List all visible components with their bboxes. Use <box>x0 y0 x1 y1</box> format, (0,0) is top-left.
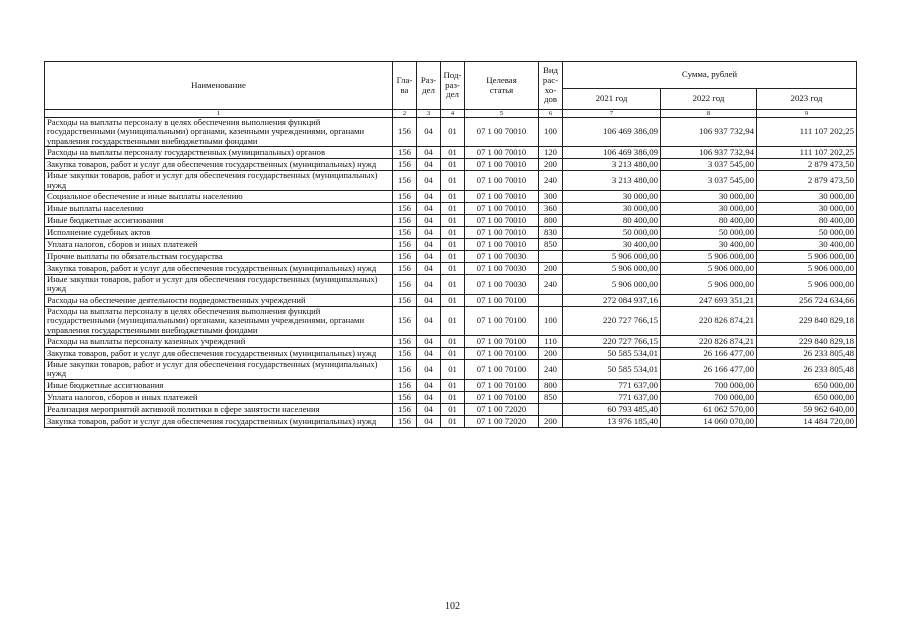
table-row <box>45 227 857 239</box>
header-2021: 2021 год <box>563 89 661 110</box>
row-razdel: 04 <box>417 251 441 263</box>
row-celevaya: 07 1 00 70010 <box>465 159 539 171</box>
row-celevaya: 07 1 00 70010 <box>465 118 539 147</box>
row-vid: 850 <box>539 391 563 403</box>
table-row <box>45 203 857 215</box>
row-glava: 156 <box>393 215 417 227</box>
row-sum-2021: 13 976 185,40 <box>563 415 661 427</box>
row-sum-2022: 700 000,00 <box>661 379 757 391</box>
row-sum-2022: 220 826 874,21 <box>661 336 757 348</box>
row-sum-2023: 26 233 805,48 <box>757 360 857 380</box>
header-razdel: Раз- дел <box>417 62 441 110</box>
row-celevaya: 07 1 00 72020 <box>465 403 539 415</box>
row-podrazdel: 01 <box>441 306 465 335</box>
header-vid: Вид рас- хо- дов <box>539 62 563 110</box>
row-glava: 156 <box>393 118 417 147</box>
row-sum-2021: 30 000,00 <box>563 203 661 215</box>
row-name: Прочие выплаты по обязательствам государства <box>45 251 393 263</box>
row-vid: 300 <box>539 191 563 203</box>
row-glava: 156 <box>393 171 417 191</box>
row-glava: 156 <box>393 403 417 415</box>
row-sum-2021: 30 000,00 <box>563 191 661 203</box>
row-glava: 156 <box>393 239 417 251</box>
table-row <box>45 159 857 171</box>
row-razdel: 04 <box>417 294 441 306</box>
row-glava: 156 <box>393 191 417 203</box>
row-razdel: 04 <box>417 336 441 348</box>
row-name: Закупка товаров, работ и услуг для обеспечения государственных (муниципальных) нужд <box>45 415 393 427</box>
row-podrazdel: 01 <box>441 159 465 171</box>
row-vid: 120 <box>539 147 563 159</box>
row-name: Исполнение судебных актов <box>45 227 393 239</box>
row-razdel: 04 <box>417 227 441 239</box>
row-sum-2021: 3 213 480,00 <box>563 171 661 191</box>
header-2023: 2023 год <box>757 89 857 110</box>
row-podrazdel: 01 <box>441 360 465 380</box>
row-vid: 110 <box>539 336 563 348</box>
row-celevaya: 07 1 00 70100 <box>465 391 539 403</box>
col-num-8: 8 <box>661 110 757 118</box>
row-sum-2023: 111 107 202,25 <box>757 147 857 159</box>
table-row <box>45 294 857 306</box>
row-sum-2022: 30 000,00 <box>661 203 757 215</box>
row-celevaya: 07 1 00 70100 <box>465 379 539 391</box>
row-sum-2022: 50 000,00 <box>661 227 757 239</box>
table-row <box>45 263 857 275</box>
row-glava: 156 <box>393 391 417 403</box>
row-sum-2022: 220 826 874,21 <box>661 306 757 335</box>
row-celevaya: 07 1 00 70030 <box>465 251 539 263</box>
row-glava: 156 <box>393 379 417 391</box>
row-podrazdel: 01 <box>441 379 465 391</box>
table-row <box>45 275 857 295</box>
row-glava: 156 <box>393 263 417 275</box>
row-sum-2022: 26 166 477,00 <box>661 348 757 360</box>
row-celevaya: 07 1 00 70100 <box>465 360 539 380</box>
row-vid: 240 <box>539 171 563 191</box>
row-sum-2021: 5 906 000,00 <box>563 251 661 263</box>
row-razdel: 04 <box>417 379 441 391</box>
row-vid: 850 <box>539 239 563 251</box>
row-name: Социальное обеспечение и иные выплаты населению <box>45 191 393 203</box>
row-podrazdel: 01 <box>441 391 465 403</box>
row-glava: 156 <box>393 348 417 360</box>
row-name: Закупка товаров, работ и услуг для обеспечения государственных (муниципальных) нужд <box>45 159 393 171</box>
row-sum-2021: 3 213 480,00 <box>563 159 661 171</box>
row-sum-2023: 59 962 640,00 <box>757 403 857 415</box>
row-sum-2022: 3 037 545,00 <box>661 171 757 191</box>
row-razdel: 04 <box>417 171 441 191</box>
row-podrazdel: 01 <box>441 263 465 275</box>
row-name: Иные закупки товаров, работ и услуг для обеспечения государственных (муниципальных) нужд <box>45 171 393 191</box>
row-sum-2022: 26 166 477,00 <box>661 360 757 380</box>
page-number: 102 <box>445 601 460 612</box>
row-razdel: 04 <box>417 275 441 295</box>
row-vid <box>539 294 563 306</box>
row-name: Расходы на выплаты персоналу казенных учреждений <box>45 336 393 348</box>
row-sum-2021: 5 906 000,00 <box>563 263 661 275</box>
row-celevaya: 07 1 00 70010 <box>465 203 539 215</box>
row-glava: 156 <box>393 360 417 380</box>
col-num-3: 3 <box>417 110 441 118</box>
row-vid: 360 <box>539 203 563 215</box>
row-sum-2023: 5 906 000,00 <box>757 263 857 275</box>
row-sum-2023: 650 000,00 <box>757 379 857 391</box>
row-sum-2022: 30 000,00 <box>661 191 757 203</box>
row-vid: 100 <box>539 306 563 335</box>
row-sum-2022: 80 400,00 <box>661 215 757 227</box>
row-glava: 156 <box>393 275 417 295</box>
row-name: Реализация мероприятий активной политики в сфере занятости населения <box>45 403 393 415</box>
row-razdel: 04 <box>417 203 441 215</box>
budget-table <box>44 61 857 428</box>
row-celevaya: 07 1 00 70030 <box>465 263 539 275</box>
row-glava: 156 <box>393 415 417 427</box>
row-podrazdel: 01 <box>441 215 465 227</box>
row-name: Расходы на обеспечение деятельности подведомственных учреждений <box>45 294 393 306</box>
row-podrazdel: 01 <box>441 294 465 306</box>
row-sum-2021: 771 637,00 <box>563 391 661 403</box>
row-podrazdel: 01 <box>441 336 465 348</box>
table-body <box>45 118 857 428</box>
row-sum-2023: 5 906 000,00 <box>757 275 857 295</box>
row-sum-2023: 80 400,00 <box>757 215 857 227</box>
row-vid <box>539 403 563 415</box>
row-vid: 200 <box>539 159 563 171</box>
row-vid: 830 <box>539 227 563 239</box>
row-sum-2023: 229 840 829,18 <box>757 336 857 348</box>
row-name: Иные бюджетные ассигнования <box>45 215 393 227</box>
row-sum-2021: 30 400,00 <box>563 239 661 251</box>
row-sum-2023: 2 879 473,50 <box>757 159 857 171</box>
row-sum-2021: 272 084 937,16 <box>563 294 661 306</box>
table-row <box>45 306 857 335</box>
row-razdel: 04 <box>417 263 441 275</box>
row-glava: 156 <box>393 203 417 215</box>
row-vid: 240 <box>539 275 563 295</box>
row-sum-2021: 60 793 485,40 <box>563 403 661 415</box>
row-sum-2021: 106 469 386,09 <box>563 118 661 147</box>
row-sum-2023: 30 000,00 <box>757 191 857 203</box>
row-razdel: 04 <box>417 239 441 251</box>
row-razdel: 04 <box>417 403 441 415</box>
row-glava: 156 <box>393 306 417 335</box>
row-sum-2022: 5 906 000,00 <box>661 251 757 263</box>
row-podrazdel: 01 <box>441 171 465 191</box>
row-sum-2023: 650 000,00 <box>757 391 857 403</box>
row-podrazdel: 01 <box>441 275 465 295</box>
header-glava: Гла- ва <box>393 62 417 110</box>
table-row <box>45 360 857 380</box>
row-vid: 200 <box>539 348 563 360</box>
row-celevaya: 07 1 00 70100 <box>465 306 539 335</box>
row-sum-2021: 220 727 766,15 <box>563 306 661 335</box>
row-sum-2022: 14 060 070,00 <box>661 415 757 427</box>
row-sum-2021: 50 000,00 <box>563 227 661 239</box>
row-celevaya: 07 1 00 70010 <box>465 171 539 191</box>
row-sum-2022: 61 062 570,00 <box>661 403 757 415</box>
row-razdel: 04 <box>417 191 441 203</box>
row-podrazdel: 01 <box>441 251 465 263</box>
row-podrazdel: 01 <box>441 118 465 147</box>
row-razdel: 04 <box>417 147 441 159</box>
row-sum-2023: 256 724 634,66 <box>757 294 857 306</box>
row-podrazdel: 01 <box>441 415 465 427</box>
row-celevaya: 07 1 00 70010 <box>465 239 539 251</box>
row-sum-2022: 106 937 732,94 <box>661 118 757 147</box>
row-sum-2023: 229 840 829,18 <box>757 306 857 335</box>
table-row <box>45 191 857 203</box>
col-num-5: 5 <box>465 110 539 118</box>
row-podrazdel: 01 <box>441 403 465 415</box>
row-sum-2021: 5 906 000,00 <box>563 275 661 295</box>
table-row <box>45 239 857 251</box>
row-sum-2021: 220 727 766,15 <box>563 336 661 348</box>
row-name: Расходы на выплаты персоналу в целях обеспечения выполнения функций государственными (муниципальными) органами, казенными учреждениями, органами управления государственными внебюджетными фондами <box>45 118 393 147</box>
row-razdel: 04 <box>417 306 441 335</box>
row-name: Иные бюджетные ассигнования <box>45 379 393 391</box>
header-summa: Сумма, рублей <box>563 62 857 89</box>
row-podrazdel: 01 <box>441 239 465 251</box>
row-sum-2023: 50 000,00 <box>757 227 857 239</box>
row-name: Расходы на выплаты персоналу государственных (муниципальных) органов <box>45 147 393 159</box>
row-podrazdel: 01 <box>441 191 465 203</box>
row-glava: 156 <box>393 336 417 348</box>
table-row <box>45 118 857 147</box>
row-sum-2023: 111 107 202,25 <box>757 118 857 147</box>
row-vid: 240 <box>539 360 563 380</box>
table-row <box>45 403 857 415</box>
table-row <box>45 391 857 403</box>
table-row <box>45 336 857 348</box>
row-sum-2022: 5 906 000,00 <box>661 263 757 275</box>
row-vid: 100 <box>539 118 563 147</box>
col-num-4: 4 <box>441 110 465 118</box>
row-name: Уплата налогов, сборов и иных платежей <box>45 391 393 403</box>
row-podrazdel: 01 <box>441 147 465 159</box>
row-sum-2021: 80 400,00 <box>563 215 661 227</box>
table-row <box>45 215 857 227</box>
col-num-9: 9 <box>757 110 857 118</box>
row-name: Иные закупки товаров, работ и услуг для обеспечения государственных (муниципальных) нужд <box>45 275 393 295</box>
row-sum-2023: 30 400,00 <box>757 239 857 251</box>
row-sum-2021: 50 585 534,01 <box>563 360 661 380</box>
row-glava: 156 <box>393 251 417 263</box>
row-sum-2022: 30 400,00 <box>661 239 757 251</box>
header-podrazdel: Под- раз- дел <box>441 62 465 110</box>
row-sum-2023: 14 484 720,00 <box>757 415 857 427</box>
document-page <box>44 61 856 428</box>
row-celevaya: 07 1 00 70100 <box>465 336 539 348</box>
row-glava: 156 <box>393 147 417 159</box>
col-num-1: 1 <box>45 110 393 118</box>
row-sum-2023: 26 233 805,48 <box>757 348 857 360</box>
row-sum-2022: 106 937 732,94 <box>661 147 757 159</box>
row-name: Уплата налогов, сборов и иных платежей <box>45 239 393 251</box>
row-podrazdel: 01 <box>441 227 465 239</box>
row-name: Закупка товаров, работ и услуг для обеспечения государственных (муниципальных) нужд <box>45 263 393 275</box>
row-sum-2021: 771 637,00 <box>563 379 661 391</box>
row-sum-2022: 700 000,00 <box>661 391 757 403</box>
row-sum-2023: 5 906 000,00 <box>757 251 857 263</box>
row-sum-2021: 106 469 386,09 <box>563 147 661 159</box>
table-row <box>45 147 857 159</box>
table-row <box>45 415 857 427</box>
row-sum-2023: 30 000,00 <box>757 203 857 215</box>
row-sum-2023: 2 879 473,50 <box>757 171 857 191</box>
row-celevaya: 07 1 00 70010 <box>465 147 539 159</box>
col-num-6: 6 <box>539 110 563 118</box>
row-glava: 156 <box>393 294 417 306</box>
row-name: Закупка товаров, работ и услуг для обеспечения государственных (муниципальных) нужд <box>45 348 393 360</box>
row-sum-2022: 247 693 351,21 <box>661 294 757 306</box>
row-vid <box>539 251 563 263</box>
row-vid: 800 <box>539 379 563 391</box>
row-celevaya: 07 1 00 70100 <box>465 348 539 360</box>
row-sum-2022: 5 906 000,00 <box>661 275 757 295</box>
row-name: Расходы на выплаты персоналу в целях обеспечения выполнения функций государственными (муниципальными) органами, казенными учреждениями, органами управления государственными внебюджетными фондами <box>45 306 393 335</box>
row-glava: 156 <box>393 227 417 239</box>
row-celevaya: 07 1 00 70010 <box>465 191 539 203</box>
row-razdel: 04 <box>417 215 441 227</box>
row-vid: 800 <box>539 215 563 227</box>
row-celevaya: 07 1 00 70010 <box>465 215 539 227</box>
row-vid: 200 <box>539 415 563 427</box>
row-celevaya: 07 1 00 70100 <box>465 294 539 306</box>
row-razdel: 04 <box>417 118 441 147</box>
col-num-7: 7 <box>563 110 661 118</box>
table-row <box>45 348 857 360</box>
row-name: Иные выплаты населению <box>45 203 393 215</box>
table-row <box>45 379 857 391</box>
row-celevaya: 07 1 00 72020 <box>465 415 539 427</box>
row-celevaya: 07 1 00 70030 <box>465 275 539 295</box>
header-celevaya: Целевая статья <box>465 62 539 110</box>
row-razdel: 04 <box>417 348 441 360</box>
row-podrazdel: 01 <box>441 348 465 360</box>
row-razdel: 04 <box>417 415 441 427</box>
col-num-2: 2 <box>393 110 417 118</box>
table-row <box>45 171 857 191</box>
row-sum-2021: 50 585 534,01 <box>563 348 661 360</box>
row-glava: 156 <box>393 159 417 171</box>
row-sum-2022: 3 037 545,00 <box>661 159 757 171</box>
row-razdel: 04 <box>417 159 441 171</box>
row-razdel: 04 <box>417 360 441 380</box>
row-vid: 200 <box>539 263 563 275</box>
row-name: Иные закупки товаров, работ и услуг для обеспечения государственных (муниципальных) нужд <box>45 360 393 380</box>
table-row <box>45 251 857 263</box>
header-2022: 2022 год <box>661 89 757 110</box>
header-name: Наименование <box>45 62 393 110</box>
row-celevaya: 07 1 00 70010 <box>465 227 539 239</box>
row-razdel: 04 <box>417 391 441 403</box>
row-podrazdel: 01 <box>441 203 465 215</box>
